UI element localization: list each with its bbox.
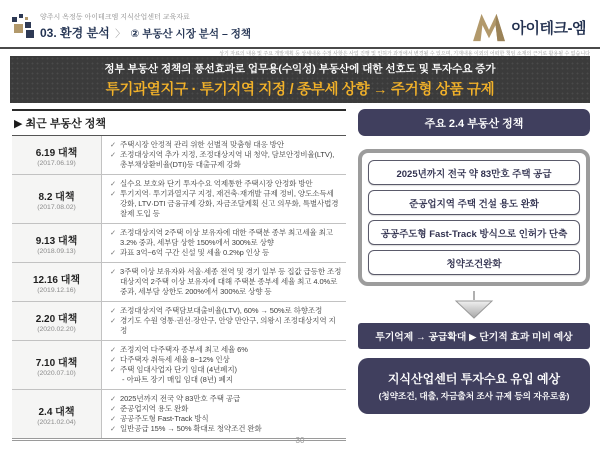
policy-item (110, 140, 342, 150)
check-icon: ✓ (110, 404, 117, 413)
logo-m-icon (472, 12, 506, 42)
check-icon: ✓ (110, 355, 117, 364)
check-icon: ✓ (110, 365, 117, 374)
disclaimer-text: 상기 자료의 내용 및 주요 개발계획 등 상세내용 수정 사항은 사업 진행 및 인허가 과정에서 변경될 수 있으며, 기재내용 이외의 어떠한 책임 소재의 근거로 활용될 수 없습니다 (219, 51, 590, 56)
policy-detail-cell (102, 224, 346, 262)
policy-item-text: 3주택 이상 보유자와 서울·세종 전역 및 경기 일부 등 집값 급등한 조정대상지역 2주택 이상 보유자에 대해 주택분 종부세 세율 최고 4.0%로 중과, 세부담 상한도 200%에서 300%로 상향 등 (120, 267, 342, 296)
conclusion-investment (358, 358, 590, 414)
policy-name: 12.16 대책 (32, 274, 81, 286)
check-icon: ✓ (110, 394, 117, 403)
check-icon: ✓ (110, 150, 117, 159)
table-row (12, 175, 346, 224)
conclusion-line1: 지식산업센터 투자수요 유입 예상 (387, 372, 561, 386)
policy-box: 2025년까지 전국 약 83만호 주택 공급 (368, 160, 580, 185)
policy-item (110, 306, 342, 316)
policy-detail-cell (102, 175, 346, 223)
policy-item (110, 365, 342, 375)
policy-date: (2020.07.10) (37, 369, 76, 377)
policy-item-text: 2025년까지 전국 약 83만호 주택 공급 (120, 394, 241, 403)
policy-date-cell (12, 136, 102, 174)
company-logo (472, 12, 586, 42)
policy-date-cell (12, 263, 102, 301)
policy-date: (2019.12.16) (37, 286, 76, 294)
check-icon: ✓ (110, 424, 117, 433)
check-icon: ✓ (110, 345, 117, 354)
check-icon: ✓ (110, 140, 117, 149)
policy-date: (2020.02.20) (37, 325, 76, 333)
banner-line1: 정부 부동산 정책의 풍선효과로 업무용(수익성) 부동산에 대한 선호도 및 투자수요 증가 (104, 62, 496, 75)
policy-date-cell (12, 390, 102, 438)
policy-item (110, 179, 342, 189)
policy-rows (12, 136, 346, 441)
policy-item (110, 228, 342, 248)
policy-name: 7.10 대책 (35, 357, 78, 369)
policy-item-text: 공공주도형 Fast-Track 방식 (120, 414, 209, 423)
table-row (12, 390, 346, 441)
flow-arrow (358, 286, 590, 323)
policy-detail-cell (102, 263, 346, 301)
policy-detail-cell (102, 302, 346, 340)
policy-24-panel (358, 109, 590, 441)
banner-line2: 투기과열지구 · 투기지역 지정 / 종부세 상향 → 주거형 상품 규제 (105, 81, 495, 98)
policy-box: 청약조건완화 (368, 250, 580, 275)
policy-item (110, 267, 342, 297)
policy-item (110, 424, 342, 434)
breadcrumb: 양주시 옥정동 아이테크엠 지식산업센터 교육자료 (40, 14, 190, 21)
mosaic-logo-icon (12, 14, 34, 38)
table-row (12, 136, 346, 175)
policy-date: (2017.06.19) (37, 159, 76, 167)
policy-box: 준공업지역 주택 건설 용도 완화 (368, 190, 580, 215)
policy-item (110, 414, 342, 424)
check-icon: ✓ (110, 414, 117, 423)
policy-date-cell (12, 175, 102, 223)
key-message-banner (10, 56, 590, 103)
table-row (12, 341, 346, 390)
policy-name: 2.20 대책 (35, 313, 78, 325)
policy-item-text: 실수요 보호와 단기 투자수요 억제통한 주택시장 안정화 방안 (120, 179, 313, 188)
check-icon: ✓ (110, 189, 117, 198)
policy-item-text: 조정대상지역 2주택 이상 보유자에 대한 주택분 종부 최고세율 최고 3.2% 중과, 세부담 상한 150%에서 300%로 상향 (120, 228, 333, 247)
policy-item (110, 355, 342, 365)
check-icon: ✓ (110, 316, 117, 325)
page-title (40, 24, 251, 41)
table-row (12, 302, 346, 341)
arrow-down-icon (451, 291, 497, 319)
policy-item-text: 주택 임대사업자 단기 임대 (4년폐지) (120, 365, 237, 374)
policy-detail-cell (102, 390, 346, 438)
check-icon: ✓ (110, 248, 117, 257)
section-subtitle: ② 부동산 시장 분석 – 정책 (130, 28, 252, 40)
policy-item (110, 404, 342, 414)
policy-item (110, 189, 342, 219)
table-row (12, 263, 346, 302)
policy-item-subtext: - 아파트 장기 매입 임대 (8년) 폐지 (122, 375, 234, 384)
policy-name: 2.4 대책 (38, 406, 75, 418)
policy-detail-cell (102, 341, 346, 389)
section-title: 03. 환경 분석 (40, 26, 110, 40)
policy-date: (2018.09.13) (37, 247, 76, 255)
conclusion-short-term: 투기억제 → 공급확대 ▶ 단기적 효과 미비 예상 (358, 323, 590, 349)
policy-boxes (358, 149, 590, 286)
conclusion-line2: (청약조건, 대출, 자금출처 조사 규제 등의 자유로움) (378, 391, 570, 401)
check-icon: ✓ (110, 267, 117, 276)
policy-item (110, 394, 342, 404)
policy-item-text: 투기지역· 투기과열지구 지정, 재건축·재개발 규제 정비, 양도소득세 강화, LTV·DTI 금융규제 강화, 자금조달계획 신고 의무화, 특별사법경찰제 도입 등 (120, 189, 339, 218)
policy-name: 8.2 대책 (38, 191, 75, 203)
header (0, 0, 600, 46)
policy-item-text: 경기도 수원 영통·권선·장안구, 안양 만안구, 의왕시 조정대상지역 지정 (120, 316, 336, 335)
policy-date-cell (12, 341, 102, 389)
policy-item-text: 조정지역 다주택자 종부세 최고 세율 6% (120, 345, 248, 354)
policy-item-text: 준공업지역 용도 완화 (120, 404, 189, 413)
panel-title: 주요 2.4 부동산 정책 (358, 109, 590, 136)
table-row (12, 224, 346, 263)
policy-item (110, 345, 342, 355)
policy-item-text: 다주택자 취득세 세율 8~12% 인상 (120, 355, 230, 364)
policy-item-text: 일반공급 15% → 50% 확대로 청약조건 완화 (120, 424, 262, 433)
check-icon: ✓ (110, 306, 117, 315)
policy-item-text: 과표 3억~6억 구간 신설 및 세율 0.2%p 인상 등 (120, 248, 270, 257)
policy-date-cell (12, 302, 102, 340)
policy-name: 6.19 대책 (35, 147, 78, 159)
check-icon: ✓ (110, 228, 117, 237)
policy-date: (2021.02.04) (37, 418, 76, 426)
policy-item-text: 조정대상지역 추가 지정, 조정대상지역 내 청약, 담보안정비율(LTV), 총부채상환비율(DTI)등 대출규제 강화 (120, 150, 335, 169)
page-number: 30 (295, 436, 305, 445)
check-icon: ✓ (110, 179, 117, 188)
policy-name: 9.13 대책 (35, 235, 78, 247)
logo-text: 아이테크-엠 (511, 19, 586, 37)
policy-box: 공공주도형 Fast-Track 방식으로 인허가 단축 (368, 220, 580, 245)
recent-policy-table (12, 109, 346, 441)
policy-item (110, 248, 342, 258)
policy-date: (2017.08.02) (37, 203, 76, 211)
policy-item-text: 조정대상지역 주택담보대출비율(LTV), 60% → 50%로 하향조정 (120, 306, 323, 315)
policy-detail-cell (102, 136, 346, 174)
policy-item-text: 주택시장 안정적 관리 위한 선별적 맞춤형 대응 방안 (120, 140, 284, 149)
breadcrumb-separator: 〉 (115, 29, 126, 40)
policy-item (110, 316, 342, 336)
table-title: ▶ 최근 부동산 정책 (12, 109, 346, 136)
policy-item (110, 150, 342, 170)
policy-date-cell (12, 224, 102, 262)
